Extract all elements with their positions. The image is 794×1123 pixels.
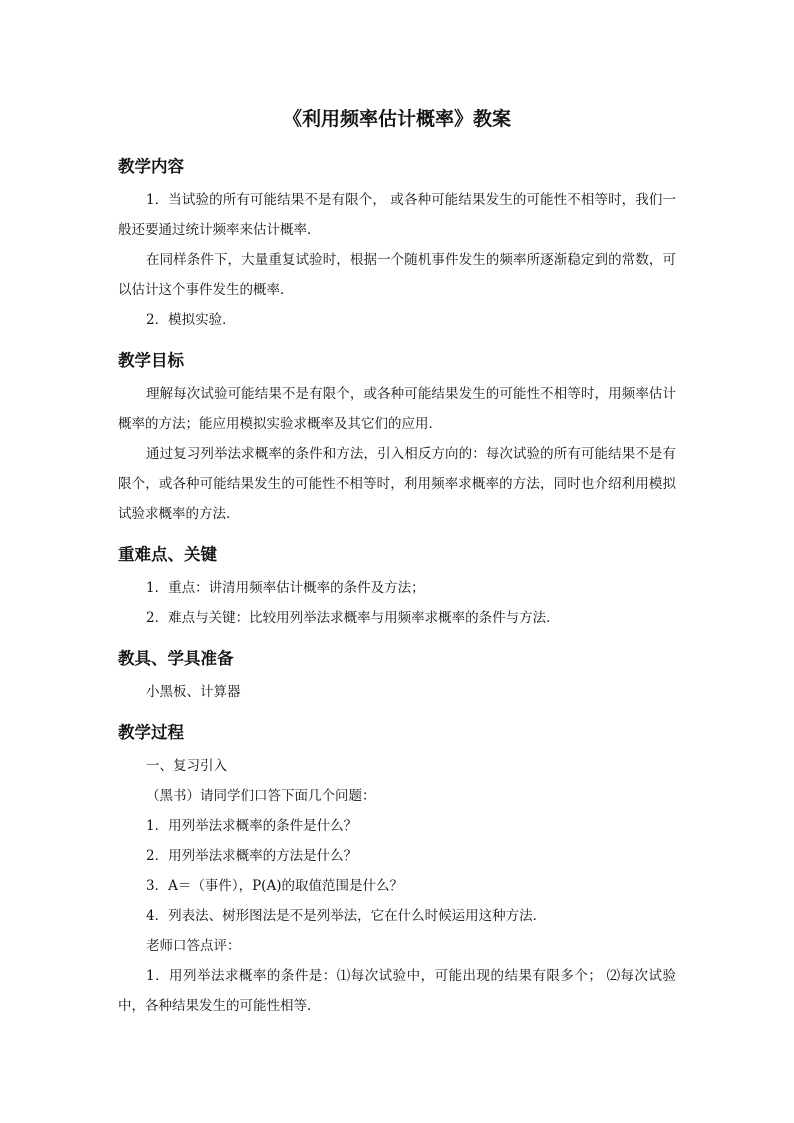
paragraph: 1．用列举法求概率的条件是：⑴每次试验中，可能出现的结果有限多个； ⑵每次试验中，各种结果发生的可能性相等． — [118, 968, 676, 1014]
section-heading: 重难点、关键 — [118, 545, 217, 564]
section-process — [118, 719, 676, 1021]
paragraph: 通过复习列举法求概率的条件和方法，引入相反方向的：每次试验的所有可能结果不是有限个，或各种可能结果发生的可能性不相等时，利用频率求概率的方法，同时也介绍利用模拟试验求概率的方法． — [118, 446, 676, 522]
paragraph: 一、复习引入 — [146, 758, 227, 774]
paragraph: 在同样条件下，大量重复试验时，根据一个随机事件发生的频率所逐渐稳定到的常数，可以估计这个事件发生的概率． — [118, 252, 676, 298]
paragraph: 3．A＝（事件），P(A)的取值范围是什么？ — [146, 878, 403, 894]
paragraph: 2．难点与关键：比较用列举法求概率与用频率求概率的条件与方法． — [146, 610, 560, 626]
paragraph: 老师口答点评： — [146, 938, 241, 954]
paragraph: 1．用列举法求概率的条件是什么？ — [146, 818, 358, 834]
section-heading: 教学过程 — [118, 723, 184, 742]
paragraph: 理解每次试验可能结果不是有限个，或各种可能结果发生的可能性不相等时，用频率估计概率的方法；能应用模拟实验求概率及其它们的应用． — [118, 386, 676, 432]
section-materials — [118, 645, 676, 707]
paragraph: 2．用列举法求概率的方法是什么？ — [146, 848, 358, 864]
section-objectives — [118, 347, 676, 529]
paragraph: 1．当试验的所有可能结果不是有限个， 或各种可能结果发生的可能性不相等时，我们一般还要通过统计频率来估计概率． — [118, 192, 676, 238]
paragraph: 1．重点：讲清用频率估计概率的条件及方法； — [146, 580, 425, 596]
paragraph: 2．模拟实验． — [146, 312, 236, 328]
section-heading: 教具、学具准备 — [118, 649, 234, 668]
document-title: 《利用频率估计概率》教案 — [282, 108, 511, 130]
paragraph: 小黑板、计算器 — [146, 684, 241, 700]
section-key-points — [118, 541, 676, 633]
section-heading: 教学目标 — [118, 351, 184, 370]
paragraph: 4．列表法、树形图法是不是列举法，它在什么时候运用这种方法． — [146, 908, 547, 924]
paragraph: （黑书）请同学们口答下面几个问题： — [146, 788, 376, 804]
section-heading: 教学内容 — [118, 157, 184, 176]
section-content — [118, 153, 676, 335]
